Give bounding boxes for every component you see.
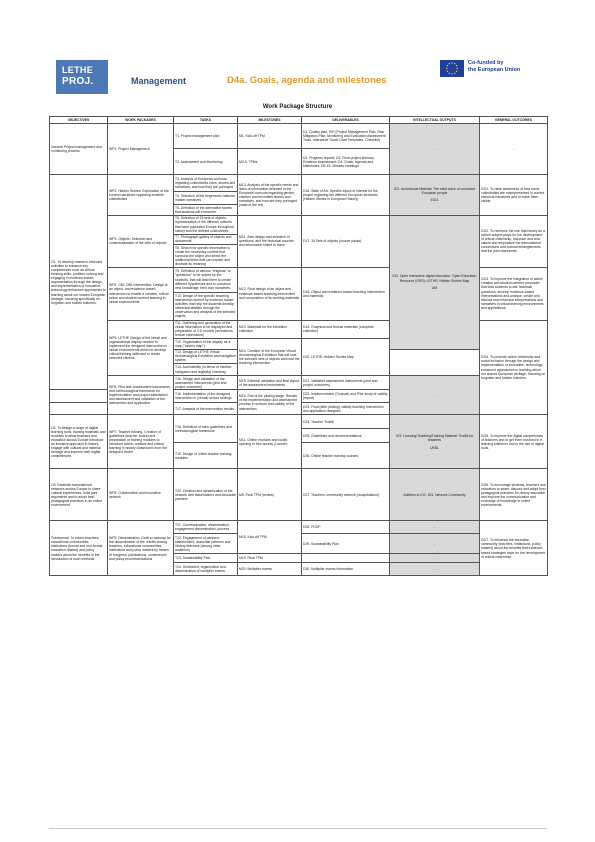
outcome-g2: GO2. To reinforce the role that history as a school subject plays for the development of critical citizenship, inclusion and civic values and emphasize the transnational connections and cultural entanglements that the past represents.	[480, 215, 548, 267]
io2	[390, 215, 480, 349]
section-label: Management	[131, 76, 187, 86]
milestone-m5: M12. Final design of an object and evidence-based teaching intervention and composition of its working materials	[238, 267, 302, 320]
table-row	[50, 376, 548, 390]
milestone-m13: M19. Final TPM	[238, 554, 302, 563]
wp1: WP1. Project Management	[108, 124, 174, 175]
milestone-m10: M11. Online modules and toolkit opening to free access (Launch)	[238, 415, 302, 469]
deliverable-d3: D16. State of Art: Specific topics of interest for the project regarding the different European territories (Hidden Stories in European History)	[302, 175, 390, 215]
wp6: WP6. Pilot test: Assessment instruments and methodological framework for implementation and project satisfaction and assessment and validation of the intervention and application	[108, 376, 174, 415]
milestone-m4: M11. Sets design and selection of questions, and the historical sources and information linked to them.	[238, 215, 302, 267]
io2-lead: UM	[431, 285, 438, 290]
deliverable-d6: D19. Graphical and textual materials (complete collection)	[302, 320, 390, 339]
task-t6: T6. Selection of 15 sets of objects representative of the different cultures that have populated Europe throughout history and the defined collectivities	[174, 215, 238, 234]
page-header	[0, 0, 595, 110]
objective-o4: Transversal: To inform teachers, educational communities, institutions (formal and non-formal education related) and policy makers about the benefits of the introduction of such methods	[50, 521, 108, 576]
col-general-outcomes: GENERAL OUTCOMES	[480, 117, 548, 124]
deliverable-d17: D30. Multiplier events information	[302, 563, 390, 576]
milestone-m7: M14. Creation of the European Virtual Archaeological Exhibition that will host the selected sets of objects and host the teaching intervention	[238, 339, 302, 376]
milestone-m1: M1. Kick-off TPM	[238, 124, 302, 149]
objective-general: General Project management and monitoring process	[50, 124, 108, 175]
io1-label: IO1. Audiovisual Material: The valid voice of unnoticed European people	[393, 187, 476, 196]
deliverable-d1: D1. Quality plan, EIP (Project Management Plan, Risk Mitigation Plan, Monitoring and Evaluation Assessment Tools, Interactive Gantt Chart Templates, Checklist)	[302, 124, 390, 149]
table-row	[50, 521, 548, 534]
io-empty-4: -	[390, 534, 480, 554]
milestone-m6: M13. Materials for the exhibition collection	[238, 320, 302, 339]
col-deliverables: DELIVERABLES	[302, 117, 390, 124]
deliverable-d5: D18. Object and evidence-based teaching intervention and materials	[302, 267, 390, 320]
milestone-m14: M20. Multiplier events	[238, 563, 302, 576]
outcome-g3: GO3. To improve the integration of active, creative and student-centred proposals that lead students to ask historical questions, develop evidence-based interpretations and analyse, create and discuss new historical interpretations and narratives in virtual learning environments and applications.	[480, 267, 548, 320]
io3	[390, 415, 480, 469]
io-empty-1: -	[390, 124, 480, 175]
task-t8: T8. Search for specific information to create the necessary context that surround the object and select the additional items that can explain and illustrate its meaning	[174, 244, 238, 267]
io2-label: IO2. Open Interactive digital education. Open Education Resource (OER): LETHE: Hidden Stories Map	[392, 274, 477, 283]
table-row	[50, 415, 548, 429]
wp9: WP9. Dissemination. Draft a roadmap for the dissemination of the results among teachers, educational communities, institutions and policy makers by means of congress, publications, conferences and policy recommendations	[108, 521, 174, 576]
task-t18: T18. Definition of main guidelines and methodological framework	[174, 415, 238, 443]
task-t16: T16. Implementation of the designed intervention in (virtual) school settings	[174, 390, 238, 403]
io4: Addition to IO2, IO3. Network Community	[390, 469, 480, 521]
task-t3: T3. Analysis of European curricula regarding collectivities roles, stories and narratives, and how they are portrayed	[174, 175, 238, 192]
io-empty-3: -	[390, 521, 480, 534]
deliverable-d2: D2. Progress reports; D3. Final project itinerary. Evidence Assessment; D4. Goals, Agenda and Milestones; D5-15. Minutes meetings	[302, 149, 390, 175]
task-t4: T4. Selection of the hegemonic national master narratives	[174, 192, 238, 205]
footer-divider	[49, 828, 547, 829]
lethe-logo	[56, 60, 108, 94]
outcome-g6: GO6. To encourage students, teachers and educators to share, discuss and adopt best pedagogical practices for history education and improve the communication and exchange of knowledge in online environments.	[480, 469, 548, 521]
deliverable-d16: D29. Sustainability Plan	[302, 534, 390, 554]
deliverable-d13: D26. Online teacher training courses	[302, 443, 390, 469]
milestone-m3: M13. Analysis of the specific needs and lacks of information detected in the European curricula regarding gender, children and minorities stories and narratives, and how are they portrayed (state of the art).	[238, 175, 302, 215]
outcome-g5: GO5. To improve the digital competences of teachers and to get them involved in e-learning platforms and in the use of digital tools.	[480, 415, 548, 469]
deliverable-d9: D22. Implementation (Outputs) and Pilot study of validity (report)	[302, 390, 390, 403]
eu-text	[468, 60, 520, 74]
task-t13: T13. Design of LETHE Virtual Archaeological Exhibition and navigation system	[175, 350, 236, 363]
wp8: WP8. Collaborative and innovative network	[108, 469, 174, 521]
task-t17: T17. Analysis of the intervention results	[174, 403, 238, 415]
deliverable-d11: D24. Teacher Toolkit	[302, 415, 390, 429]
objective-o1-cont	[50, 390, 108, 403]
task-t23: T23. Sustainability Plan	[174, 554, 238, 563]
task-t19: T19. Design of online teacher training modules	[174, 443, 238, 469]
wp2: WP2. Hidden Stories: Exploration of the current narratives regarding invisible collectivities	[108, 175, 174, 215]
objective-o3: O3. Establish transnational networks across Europe to share cultural experiences, build joint arguments and to adopt best pedagogical practices in an online environment	[50, 469, 108, 521]
task-t2: T2. Assessment and Monitoring	[174, 149, 238, 175]
wp5: WP5. LETHE Design of the virtual and organizational display needed to implement the designed intervention in virtual environments aimed to develop critical thinking skills and to create informed citizens	[108, 320, 174, 375]
col-work-packages: WORK PACKAGES	[108, 117, 174, 124]
document-title: D4a. Goals, agenda and milestones	[227, 75, 387, 86]
milestone-m2: M2-5. TPMs	[238, 149, 302, 175]
task-t14: T14. Accessibility (in terms of intuitive navigation and legibility) checking	[174, 364, 238, 376]
deliverable-d8: D21. Validated assessment instruments (pilot and project outcomes)	[302, 376, 390, 390]
table-row	[50, 124, 548, 149]
outcome-g1: GO1. To raise awareness of how some collectivities are misrepresented in current historical narratives and to make them visible.	[480, 175, 548, 215]
table-row	[50, 469, 548, 521]
wp7: WP7. Teacher training. Creation of guidelines (teacher toolkit) and preparation of training modules to introduce active, creative and critical learning in history classrooms from the designed model	[108, 415, 174, 469]
io-empty-2: -	[390, 376, 480, 415]
io1-lead: EIO1	[430, 198, 439, 203]
task-t12: T12. Organization of the display as a map ("stories map")	[174, 339, 238, 349]
col-tasks: TASKS	[174, 117, 238, 124]
col-objectives: OBJECTIVES	[50, 117, 108, 124]
task-t7: T7. Photograph gallery of objects and documents	[174, 234, 238, 244]
objective-o2: O2. To design a range of digital learning tools, training materials and modules to allow teachers and education across Europe introduce an inclusive approach in history, engage with cultural and material heritage and improve their digital competences	[50, 415, 108, 469]
milestone-m8: M15. External validation and final layout of the assessment instruments	[238, 376, 302, 390]
logo-line1: LETHE	[62, 65, 94, 75]
deliverable-d10: D23. Final (after piloting) validity teaching intervention and application designed	[302, 403, 390, 415]
milestone-m11: M5. Final TPM (review)	[238, 469, 302, 521]
deliverable-d14: D27. Teachers' community network (recapitulation)	[302, 469, 390, 521]
outcome-empty-1: -	[480, 124, 548, 175]
work-package-table	[49, 116, 548, 576]
milestone-m12: M18. Kick-off TPM	[238, 521, 302, 554]
table-header-row	[50, 117, 548, 124]
table-row	[50, 175, 548, 192]
deliverable-d7: D20. LETHE: Hidden Stories Map	[302, 339, 390, 376]
logo-line2: PROJ.	[62, 76, 94, 87]
task-t10: T10. Design of the specific teaching intervention formed by evidence-based activities that help the students develop inferential abilities through the observation and analysis of the selected objects	[174, 292, 238, 320]
deliverable-d12: D25. Guidelines and recommendations	[302, 429, 390, 443]
col-intellectual-outputs: INTELLECTUAL OUTPUTS	[390, 117, 480, 124]
eu-flag-icon	[440, 60, 464, 77]
io-empty-5: -	[390, 554, 480, 563]
io3-lead: UKBL	[430, 445, 439, 450]
task-t21: T21. Communication, dissemination, engagement dissemination, process	[174, 521, 238, 534]
task-t15: T15. Design and validation of the assessment instruments (pilot and project outcomes)	[174, 376, 238, 390]
task-t9: T9. Definition of various "enigmas" or "questions" to be solved by the students, that will lead them to create different hypotheses and to construct new knowledge; their own narratives.	[174, 267, 238, 292]
io1	[390, 175, 480, 215]
task-t20: T20. Creation and dynamization of the network with stakeholders and associate partners	[174, 469, 238, 521]
deliverable-d15: D28. PDDP	[302, 521, 390, 534]
eu-line1: Co-funded by	[468, 60, 504, 66]
milestone-m9: M16. End of the piloting stage. Results of the implementation and assessment process in schools and validity of the intervention.	[238, 390, 302, 415]
io-empty-6: -	[390, 563, 480, 576]
table-title: Work Package Structure	[262, 104, 333, 110]
eu-line2: the European Union	[468, 67, 521, 73]
deliverable-d4: D17. 15 Sets of objects (source packs)	[302, 215, 390, 267]
wp4: WP4. CBL-OBL Intervention: Design of an object- and evidence-based intervention to enable a creative, critical active and student-centred learning in virtual environments	[108, 267, 174, 320]
outcome-g4: GO4. To promote active citizenship and social inclusion through the design and implementation of innovative, technology-enhanced approaches to learning about our shared European heritage, focusing on forgotten and hidden histories.	[480, 320, 548, 415]
col-milestones: MILESTONES	[238, 117, 302, 124]
objective-o1: O1. To develop research-informed activities to enhance key competences such as critical thinking skills, problem-solving and engaging in evidence-based argumentation through the design and implementation of innovative technology-enhanced approaches to learning about our shared European heritage, focusing specifically on forgotten and hidden histories.	[50, 175, 108, 390]
wp3: WP3. Objects: Selection and contextualization of the sets of objects	[108, 215, 174, 267]
deliverable-empty	[302, 554, 390, 563]
table-row	[50, 215, 548, 234]
task-t22: T22. Engagement of partners, stakeholders, associate partners and History teachers (among other audience)	[174, 534, 238, 554]
eu-cofunded-logo	[440, 60, 550, 80]
task-t24: T24. Scheduled, organization and dissemination of multiplier events	[174, 563, 238, 576]
task-t1: T1. Project management plan	[174, 124, 238, 149]
outcome-g7: GO7. To influence the education community (teachers, institutions, policy makers) about the benefits that evidence-based strategies have for the development of critical citizenship.	[480, 521, 548, 576]
io3-label: IO3. Learning/Teaching/Training Material: Toolkit for teachers	[395, 434, 474, 443]
objective-o1-cont2	[50, 403, 108, 415]
task-t11: T11. Gathering and generation of the virtual information to be displayed and preparation of 3-D models (animations, textual information)	[174, 320, 238, 339]
task-t5: T5. Definition of the alternative stories that students will encounter	[174, 205, 238, 215]
